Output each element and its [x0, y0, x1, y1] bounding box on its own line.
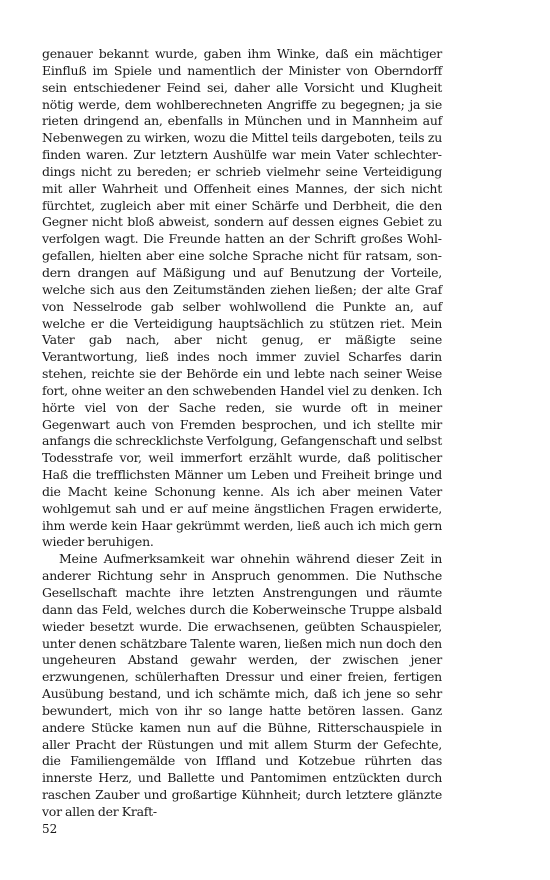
- paragraph-1: genauer bekannt wurde, gaben ihm Winke, daß ein mächtiger Einfluß im Spiele und namentlich der Minister von Oberndorff sein entschiedener Feind sei, daher alle Vorsicht und Klugheit nötig werde, dem wohlberechneten Angriffe zu begegnen; ja sie rieten dringend an, ebenfalls in München und in Mannheim auf Nebenwegen zu wirken, wozu die Mittel teils dargeboten, teils zu finden waren. Zur letztern Aushülfe war mein Vater schlechterdings nicht zu bereden; er schrieb vielmehr seine Verteidigung mit aller Wahrheit und Offenheit eines Mannes, der sich nicht fürchtet, zugleich aber mit einer Schärfe und Derbheit, die den Gegner nicht bloß abweist, sondern auf dessen eignes Gebiet zu verfolgen wagt. Die Freunde hatten an der Schrift großes Wohlgefallen, hielten aber eine solche Sprache nicht für ratsam, sondern drangen auf Mäßigung und auf Benutzung der Vorteile, welche sich aus den Zeitumständen ziehen ließen; der alte Graf von Nesselrode gab selber wohlwollend die Punkte an, auf welche er die Verteidigung hauptsächlich zu stützen riet. Mein Vater gab nach, aber nicht genug, er mäßigte seine Verantwortung, ließ indes noch immer zuviel Scharfes darin stehen, reichte sie der Behörde ein und lebte nach seiner Weise fort, ohne weiter an den schwebenden Handel viel zu denken. Ich hörte viel von der Sache reden, sie wurde oft in meiner Gegenwart auch von Fremden besprochen, und ich stellte mir anfangs die schrecklichste Verfolgung, Gefangenschaft und selbst Todesstrafe vor, weil immerfort erzählt wurde, daß politischer Haß die trefflichsten Männer um Leben und Freiheit bringe und die Macht keine Schonung kenne. Als ich aber meinen Vater wohlgemut sah und er auf meine ängstlichen Fragen erwiderte, ihm werde kein Haar gekrümmt werden, ließ auch ich mich gern wieder beruhigen.: [42, 46, 442, 550]
- page-number: 52: [42, 822, 58, 836]
- body-text: [42, 46, 442, 821]
- paragraph-2: Meine Aufmerksamkeit war ohnehin während dieser Zeit in anderer Richtung sehr in Anspruch genommen. Die Nuthsche Gesellschaft machte ihre letzten Anstrengungen und räumte dann das Feld, welches durch die Koberweinsche Truppe alsbald wieder besetzt wurde. Die erwachsenen, geübten Schauspieler, unter denen schätzbare Talente waren, ließen mich nun doch den ungeheuren Abstand gewahr werden, der zwischen jener erzwungenen, schülerhaften Dressur und einer freien, fertigen Ausübung bestand, und ich schämte mich, daß ich jene so sehr bewundert, mich von ihr so lange hatte betören lassen. Ganz andere Stücke kamen nun auf die Bühne, Ritterschauspiele in aller Pracht der Rüstungen und mit allem Sturm der Gefechte, die Familiengemälde von Iffland und Kotzebue rührten das innerste Herz, und Ballette und Pantomimen entzückten durch raschen Zauber und großartige Kühnheit; durch letztere glänzte vor allen der Kraft-: [42, 551, 442, 819]
